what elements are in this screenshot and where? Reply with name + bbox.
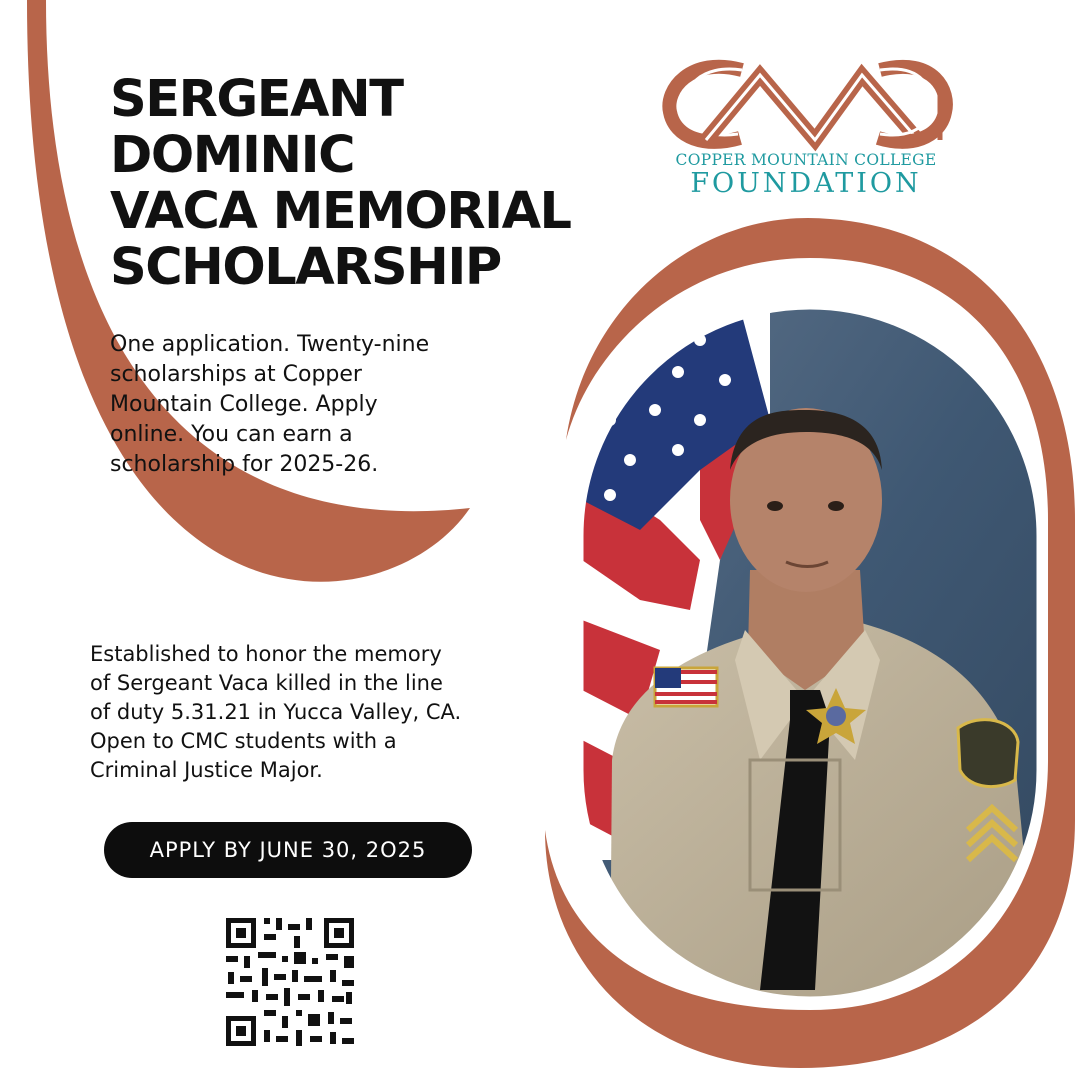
about-paragraph [90, 640, 530, 785]
about-line: Open to CMC students with a [90, 729, 397, 753]
title-line: SERGEANT DOMINIC [110, 70, 403, 185]
logo-college-name: COPPER MOUNTAIN COLLEGE [675, 151, 937, 169]
apply-label: APPLY BY JUNE 30, 2O25 [149, 838, 427, 862]
intro-line: One application. Twenty-nine [110, 332, 430, 357]
intro-line: scholarship for 2025-26. [110, 452, 379, 477]
intro-line: online. You can earn a [110, 422, 353, 447]
about-line: of duty 5.31.21 in Yucca Valley, CA. [90, 700, 462, 724]
about-line: Criminal Justice Major. [90, 758, 323, 782]
page-title [110, 72, 650, 296]
title-line: VACA MEMORIAL [110, 182, 571, 241]
title-line: SCHOLARSHIP [110, 238, 501, 297]
intro-line: Mountain College. Apply [110, 392, 378, 417]
about-line: of Sergeant Vaca killed in the line [90, 671, 443, 695]
about-line: Established to honor the memory [90, 642, 442, 666]
intro-paragraph [110, 330, 530, 480]
logo-foundation-name: FOUNDATION [690, 168, 922, 199]
apply-deadline-button[interactable] [104, 822, 472, 878]
intro-line: scholarships at Copper [110, 362, 362, 387]
foundation-logo [668, 150, 944, 198]
qr-code-icon[interactable] [224, 916, 356, 1048]
sergeant-portrait-photo [582, 308, 1038, 1000]
cmc-logo-icon [669, 67, 946, 142]
